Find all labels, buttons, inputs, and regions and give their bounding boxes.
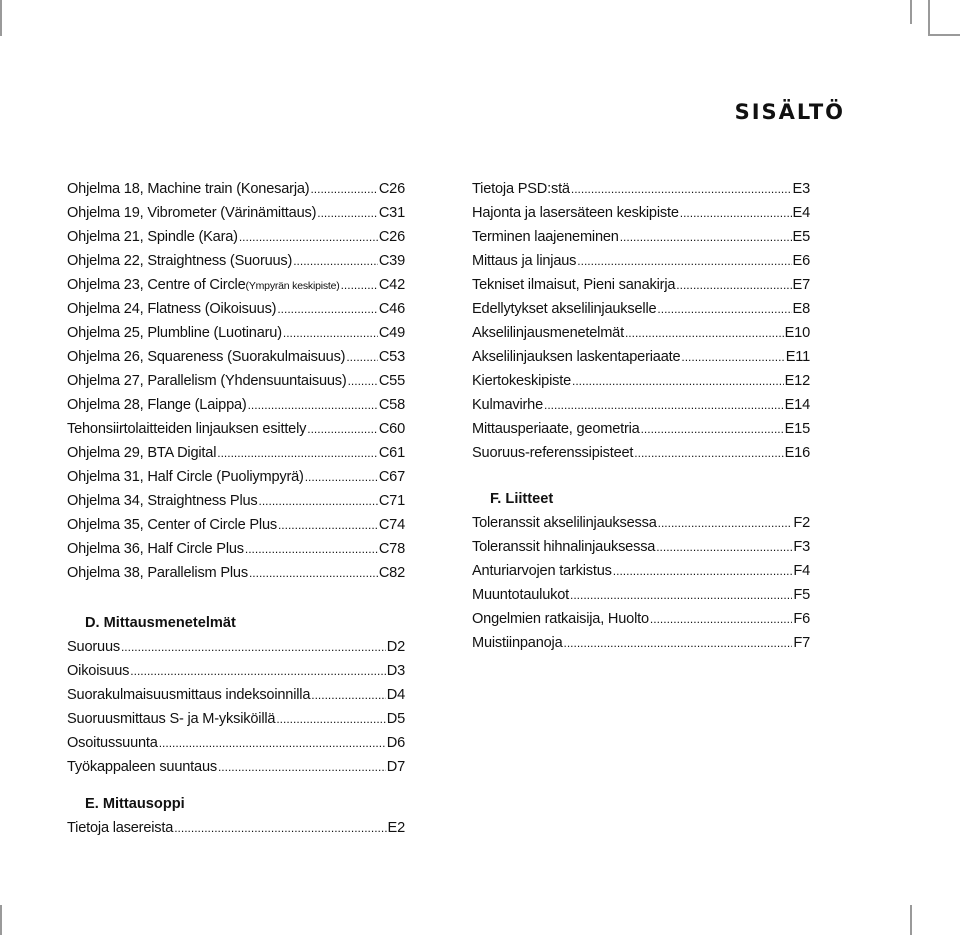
- toc-entry[interactable]: Ohjelma 27, Parallelism (Yhdensuuntaisuus) ..... C55: [67, 369, 405, 393]
- toc-entry[interactable]: Ohjelma 23, Centre of Circle (Ympyrän keskipiste) ..... C42: [67, 273, 405, 297]
- section-heading-f: F. Liitteet: [490, 491, 554, 507]
- toc-entry[interactable]: Tehonsiirtolaitteiden linjauksen esittely ..... C60: [67, 417, 405, 441]
- toc-entry[interactable]: Kiertokeskipiste ..... E12: [472, 369, 810, 393]
- crop-mark-right-1: [910, 0, 912, 24]
- toc-right-column: [472, 177, 810, 655]
- crop-mark-bottom-right: [910, 905, 912, 935]
- toc-left-column: [67, 177, 405, 779]
- toc-entry[interactable]: Terminen laajeneminen ..... E5: [472, 225, 810, 249]
- toc-entry[interactable]: Akselilinjauksen laskentaperiaate ..... E11: [472, 345, 810, 369]
- toc-entry[interactable]: Oikoisuus ..... D3: [67, 659, 405, 683]
- toc-entry[interactable]: Muuntotaulukot ..... F5: [472, 583, 810, 607]
- toc-entry[interactable]: Mittausperiaate, geometria ..... E15: [472, 417, 810, 441]
- toc-entry[interactable]: Tietoja lasereista ..... E2: [67, 816, 405, 840]
- toc-entry[interactable]: Muistiinpanoja ..... F7: [472, 631, 810, 655]
- crop-mark-bottom-left: [0, 905, 2, 935]
- toc-entry[interactable]: Suorakulmaisuusmittaus indeksoinnilla ..... D4: [67, 683, 405, 707]
- toc-entry[interactable]: Suoruus-referenssipisteet ..... E16: [472, 441, 810, 465]
- toc-entry[interactable]: Suoruus ..... D2: [67, 635, 405, 659]
- crop-mark-right-3: [928, 34, 960, 36]
- toc-entry[interactable]: Osoitussuunta ..... D6: [67, 731, 405, 755]
- toc-entry[interactable]: Ohjelma 29, BTA Digital ..... C61: [67, 441, 405, 465]
- crop-mark-right-2: [928, 0, 930, 36]
- toc-entry[interactable]: Ohjelma 36, Half Circle Plus ..... C78: [67, 537, 405, 561]
- toc-entry[interactable]: Toleranssit hihnalinjauksessa ..... F3: [472, 535, 810, 559]
- toc-entry[interactable]: Ohjelma 22, Straightness (Suoruus) ..... C39: [67, 249, 405, 273]
- section-heading-d: D. Mittausmenetelmät: [85, 615, 236, 631]
- toc-entry[interactable]: Tietoja PSD:stä ..... E3: [472, 177, 810, 201]
- toc-entry[interactable]: Hajonta ja lasersäteen keskipiste ..... E4: [472, 201, 810, 225]
- toc-entry[interactable]: Ohjelma 18, Machine train (Konesarja) ..... C26: [67, 177, 405, 201]
- toc-entry[interactable]: Suoruusmittaus S- ja M-yksiköillä ..... D5: [67, 707, 405, 731]
- section-heading-e: E. Mittausoppi: [85, 796, 185, 812]
- toc-entry[interactable]: Akselilinjausmenetelmät ..... E10: [472, 321, 810, 345]
- toc-entry[interactable]: Tekniset ilmaisut, Pieni sanakirja ..... E7: [472, 273, 810, 297]
- toc-entry[interactable]: Kulmavirhe ..... E14: [472, 393, 810, 417]
- toc-entry[interactable]: Ongelmien ratkaisija, Huolto ..... F6: [472, 607, 810, 631]
- toc-entry[interactable]: Ohjelma 38, Parallelism Plus ..... C82: [67, 561, 405, 585]
- toc-entry[interactable]: Anturiarvojen tarkistus ..... F4: [472, 559, 810, 583]
- toc-entry[interactable]: Mittaus ja linjaus ..... E6: [472, 249, 810, 273]
- toc-entry[interactable]: Ohjelma 24, Flatness (Oikoisuus) ..... C46: [67, 297, 405, 321]
- toc-entry[interactable]: Ohjelma 21, Spindle (Kara) ..... C26: [67, 225, 405, 249]
- toc-entry[interactable]: Ohjelma 25, Plumbline (Luotinaru) ..... C49: [67, 321, 405, 345]
- toc-section-e: [67, 792, 405, 840]
- crop-mark-left: [0, 0, 2, 36]
- toc-entry[interactable]: Ohjelma 26, Squareness (Suorakulmaisuus) ..... C53: [67, 345, 405, 369]
- toc-entry-note: (Ympyrän keskipiste): [245, 280, 340, 292]
- toc-entry[interactable]: Ohjelma 28, Flange (Laippa) ..... C58: [67, 393, 405, 417]
- toc-entry[interactable]: Ohjelma 19, Vibrometer (Värinämittaus) ..... C31: [67, 201, 405, 225]
- page-title: SISÄLTÖ: [734, 100, 845, 124]
- toc-entry[interactable]: Työkappaleen suuntaus ..... D7: [67, 755, 405, 779]
- toc-entry[interactable]: Edellytykset akselilinjaukselle ..... E8: [472, 297, 810, 321]
- toc-entry[interactable]: Ohjelma 31, Half Circle (Puoliympyrä) ..... C67: [67, 465, 405, 489]
- toc-entry[interactable]: Ohjelma 34, Straightness Plus ..... C71: [67, 489, 405, 513]
- toc-entry[interactable]: Ohjelma 35, Center of Circle Plus ..... C74: [67, 513, 405, 537]
- toc-entry[interactable]: Toleranssit akselilinjauksessa ..... F2: [472, 511, 810, 535]
